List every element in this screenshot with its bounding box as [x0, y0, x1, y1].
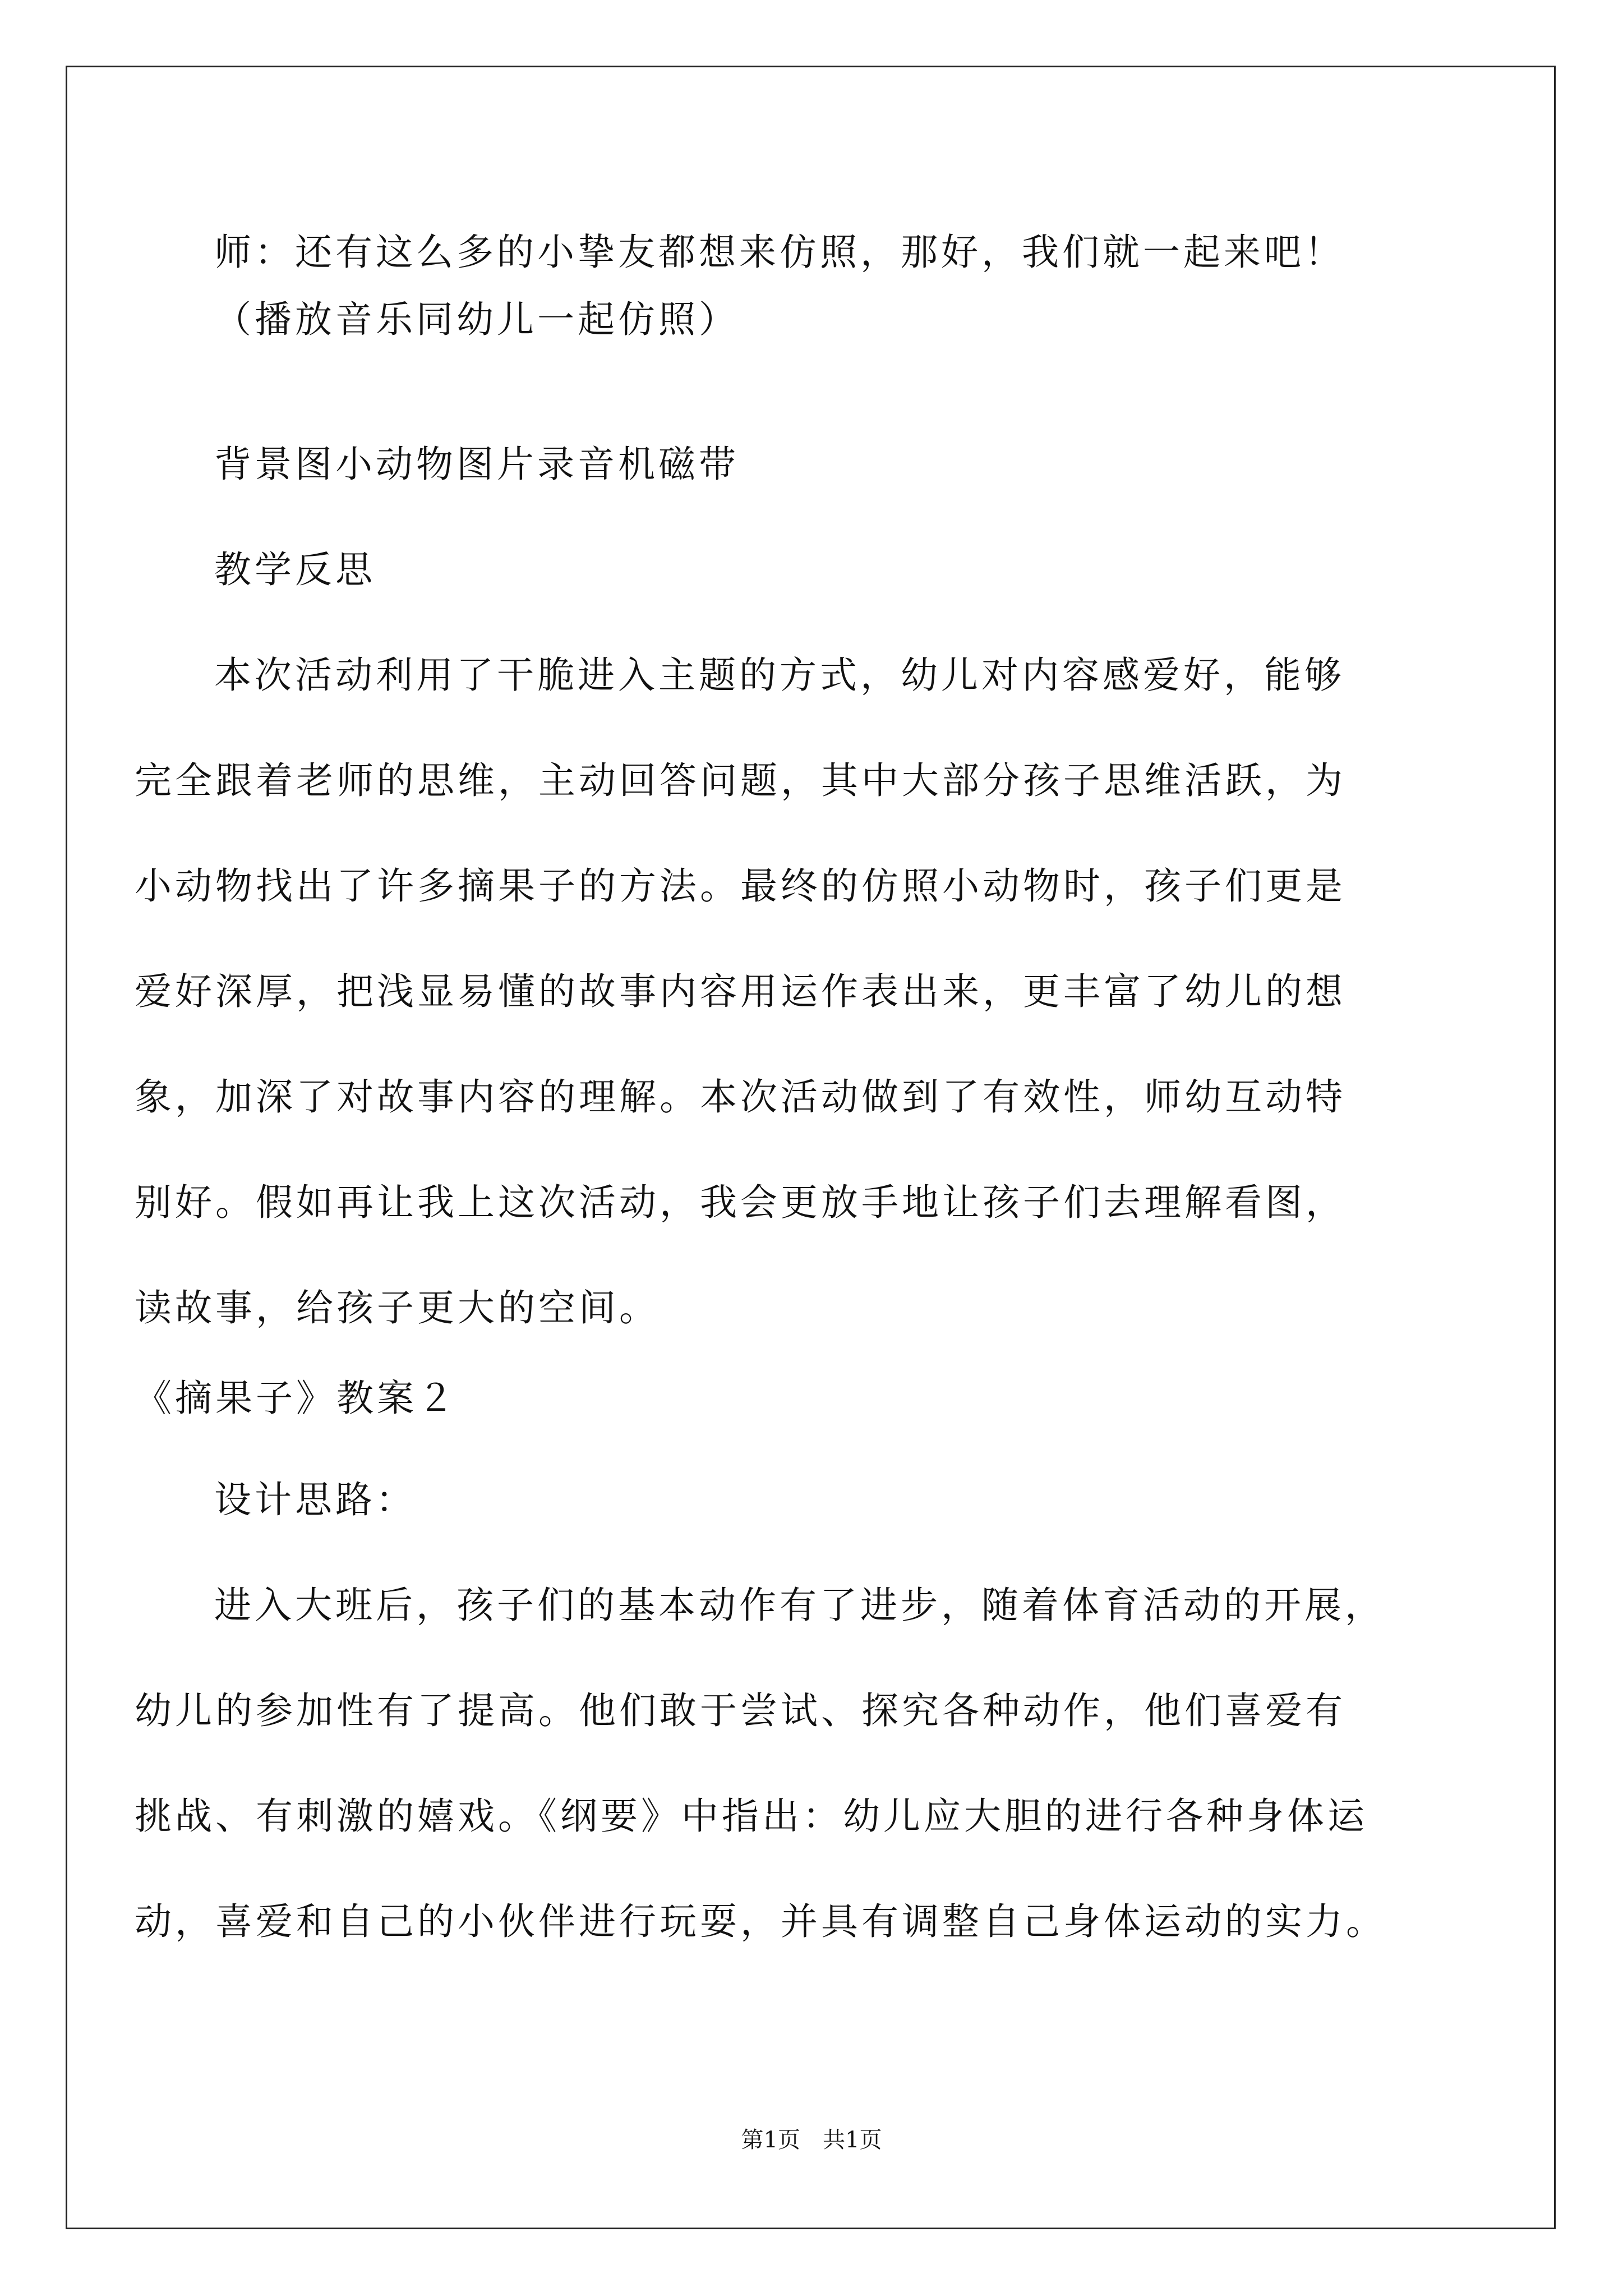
- text-line: 幼儿的参加性有了提高。他们敢于尝试、探究各种动作，他们喜爱有: [135, 1689, 1346, 1732]
- document-subtitle: 《摘果子》教案２: [135, 1377, 458, 1420]
- text-line: 爱好深厚，把浅显易懂的故事内容用运作表出来，更丰富了幼儿的想: [135, 970, 1346, 1013]
- text-line: 背景图小动物图片录音机磁带: [214, 443, 739, 486]
- text-line: 挑战、有刺激的嬉戏。《纲要》中指出：幼儿应大胆的进行各种身体运: [135, 1795, 1368, 1838]
- text-line: （播放音乐同幼儿一起仿照）: [214, 298, 739, 341]
- text-line: 动，喜爱和自己的小伙伴进行玩耍，并具有调整自己身体运动的实力。: [135, 1900, 1386, 1943]
- text-line: 象，加深了对故事内容的理解。本次活动做到了有效性，师幼互动特: [135, 1075, 1346, 1119]
- text-line: 小动物找出了许多摘果子的方法。最终的仿照小动物时，孩子们更是: [135, 864, 1346, 908]
- text-line: 进入大班后，孩子们的基本动作有了进步，随着体育活动的开展，: [214, 1584, 1385, 1627]
- text-line: 读故事，给孩子更大的空间。: [135, 1286, 660, 1329]
- text-line: 本次活动利用了干脆进入主题的方式，幼儿对内容感爱好，能够: [214, 654, 1345, 697]
- page-footer: 第1页 共1页: [741, 2127, 882, 2153]
- section-heading: 教学反思: [214, 548, 376, 591]
- section-heading: 设计思路：: [214, 1478, 416, 1521]
- text-line: 师：还有这么多的小挚友都想来仿照，那好，我们就一起来吧！: [214, 231, 1345, 274]
- text-line: 完全跟着老师的思维，主动回答问题，其中大部分孩子思维活跃，为: [135, 759, 1346, 802]
- text-line: 别好。假如再让我上这次活动，我会更放手地让孩子们去理解看图，: [135, 1181, 1346, 1224]
